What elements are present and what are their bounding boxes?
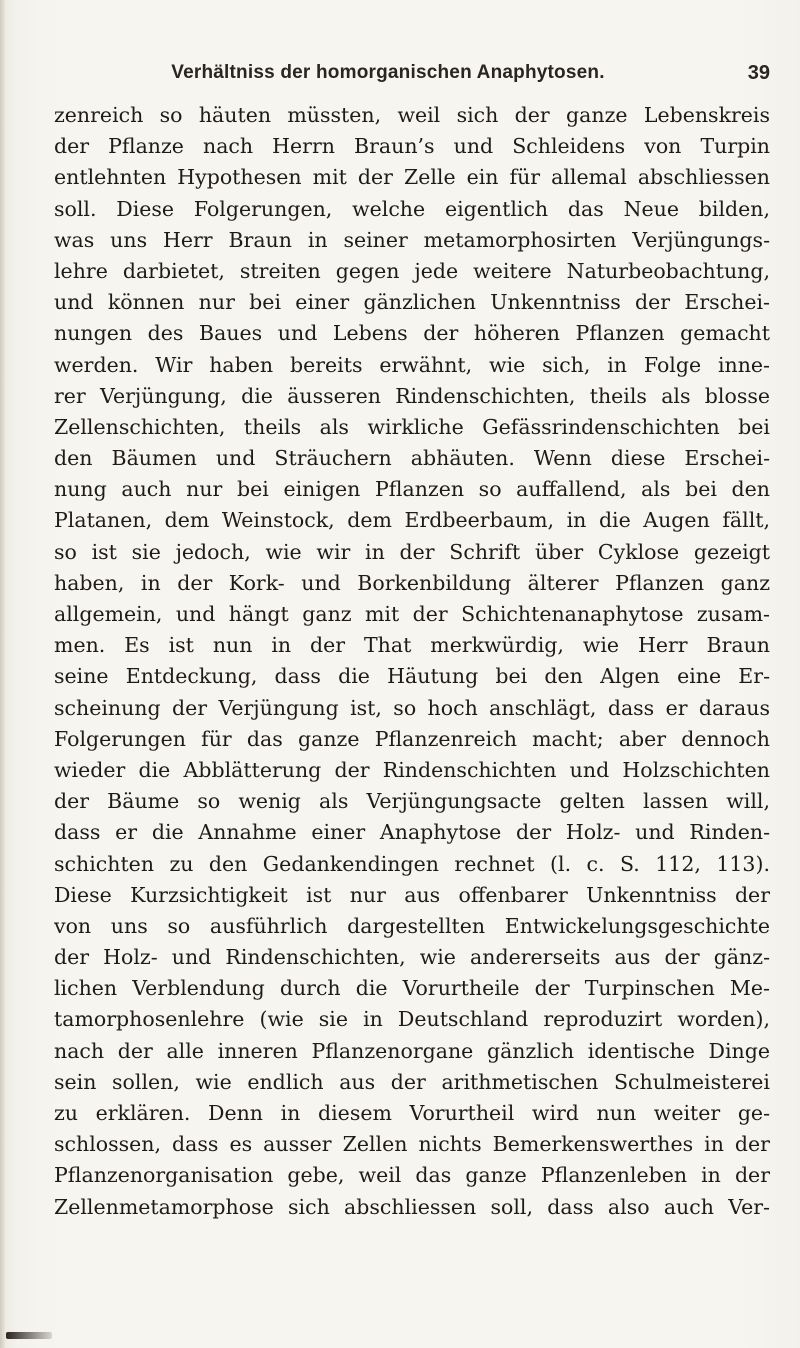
text-line: entlehnten Hypothesen mit der Zelle ein für allemal abschliessen [54,165,770,190]
text-line: zu erklären. Denn in diesem Vorurtheil wird nun weiter ge- [54,1101,770,1125]
text-line: nungen des Baues und Lebens der höheren Pflanzen gemacht [54,321,770,346]
text-line: nung auch nur bei einigen Pflanzen so auffallend, als bei den [54,477,770,502]
running-title: Verhältniss der homorganischen Anaphytosen. [171,62,605,83]
text-line: Platanen, dem Weinstock, dem Erdbeerbaum, in die Augen fällt, [54,508,770,533]
text-line: scheinung der Verjüngung ist, so hoch anschlägt, dass er daraus [54,695,770,720]
text-line: tamorphosenlehre (wie sie in Deutschland reproduzirt worden), [54,1007,770,1032]
text-line: der Pflanze nach Herrn Braun’s und Schleidens von Turpin [54,134,770,159]
text-line: den Bäumen und Sträuchern abhäuten. Wenn diese Erschei- [54,446,770,471]
page-number: 39 [747,62,770,84]
text-line: der Bäume so wenig als Verjüngungsacte gelten lassen will, [54,789,770,814]
text-line: dass er die Annahme einer Anaphytose der Holz- und Rinden- [54,820,770,845]
text-line: was uns Herr Braun in seiner metamorphosirten Verjüngungs- [54,227,770,252]
text-line: werden. Wir haben bereits erwähnt, wie sich, in Folge inne- [54,352,770,377]
text-line: Pflanzenorganisation gebe, weil das ganze Pflanzenleben in der [54,1163,770,1188]
running-header [54,62,770,86]
text-line: men. Es ist nun in der That merkwürdig, wie Herr Braun [54,633,770,658]
text-line: der Holz- und Rindenschichten, wie andererseits aus der gänz- [54,945,770,970]
text-line: haben, in der Kork- und Borkenbildung älterer Pflanzen ganz [54,570,770,595]
text-line: sein sollen, wie endlich aus der arithmetischen Schulmeisterei [54,1069,770,1094]
text-line: von uns so ausführlich dargestellten Entwickelungsgeschichte [54,913,770,938]
text-line: seine Entdeckung, dass die Häutung bei den Algen eine Er- [54,664,770,689]
text-line: schichten zu den Gedankendingen rechnet (l. c. S. 112, 113). [54,851,770,876]
text-line: lichen Verblendung durch die Vorurtheile der Turpinschen Me- [54,976,770,1001]
text-line: nach der alle inneren Pflanzenorgane gänzlich identische Dinge [54,1038,770,1063]
text-line: zenreich so häuten müssten, weil sich der ganze Lebenskreis [54,103,770,127]
text-line: wieder die Abblätterung der Rindenschichten und Holzschichten [54,757,770,782]
text-line: Diese Kurzsichtigkeit ist nur aus offenbarer Unkenntniss der [54,882,770,907]
body-text [54,100,770,1223]
text-line: Folgerungen für das ganze Pflanzenreich macht; aber dennoch [54,726,770,751]
text-line: allgemein, und hängt ganz mit der Schichtenanaphytose zusam- [54,602,770,626]
text-line: Zellenmetamorphose sich abschliessen soll, dass also auch Ver- [54,1194,770,1219]
text-line: und können nur bei einer gänzlichen Unkenntniss der Erschei- [54,290,770,315]
text-line: soll. Diese Folgerungen, welche eigentlich das Neue bilden, [54,196,770,221]
text-line: schlossen, dass es ausser Zellen nichts Bemerkenswerthes in der [54,1132,770,1157]
text-line: lehre darbietet, streiten gegen jede weitere Naturbeobachtung, [54,258,770,283]
page-edge-shadow [0,0,6,1348]
text-line: Zellenschichten, theils als wirkliche Gefässrindenschichten bei [54,414,770,439]
text-line: rer Verjüngung, die äusseren Rindenschichten, theils als blosse [54,383,770,408]
binding-mark [6,1332,52,1339]
text-line: so ist sie jedoch, wie wir in der Schrift über Cyklose gezeigt [54,539,770,564]
